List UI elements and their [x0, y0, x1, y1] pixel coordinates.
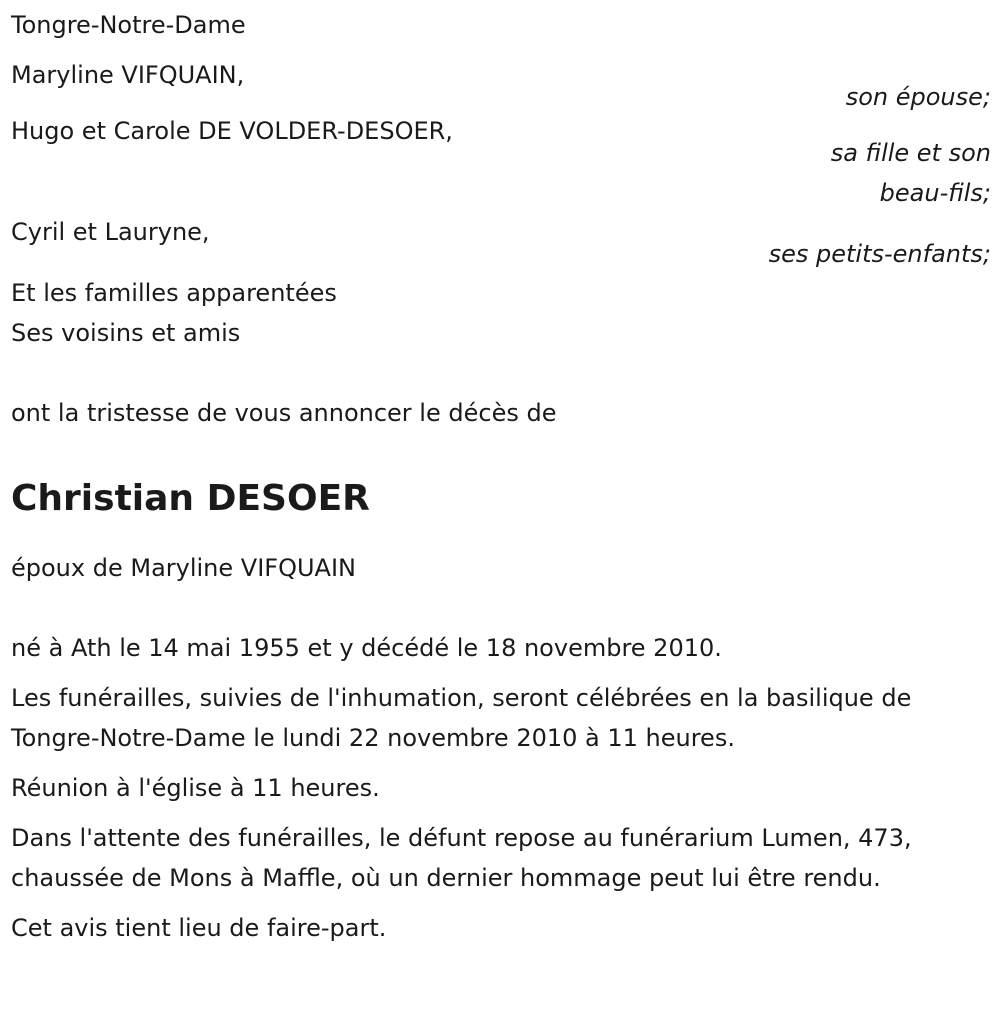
family-member-relation: ses petits-enfants;	[768, 240, 991, 268]
location: Tongre-Notre-Dame	[11, 11, 246, 39]
viewing-details: Dans l'attente des funérailles, le défunt repose au funérarium Lumen, 473, chaussée de Mons à Maffle, où un dernier hommage peut lui être rendu.	[11, 824, 912, 892]
family-member-name: Hugo et Carole DE VOLDER-DESOER,	[11, 117, 453, 145]
family-member-relation: son épouse;	[845, 83, 991, 111]
family-member-relation: beau-fils;	[879, 179, 991, 207]
family-member-name: Cyril et Lauryne,	[11, 218, 210, 246]
announcement: ont la tristesse de vous annoncer le décès de	[11, 399, 557, 427]
family-member-relation: sa fille et son	[830, 139, 991, 167]
gathering: Réunion à l'église à 11 heures.	[11, 774, 380, 802]
spouse-line: époux de Maryline VIFQUAIN	[11, 554, 356, 582]
funeral-details: Les funérailles, suivies de l'inhumation, seront célébrées en la basilique de Tongre-Notre-Dame le lundi 22 novembre 2010 à 11 heures.	[11, 684, 912, 752]
death-notice	[11, 5, 991, 948]
birth-death: né à Ath le 14 mai 1955 et y décédé le 18 novembre 2010.	[11, 634, 722, 662]
closing: Cet avis tient lieu de faire-part.	[11, 914, 387, 942]
deceased-name: Christian DESOER	[11, 478, 370, 519]
family-member-name: Maryline VIFQUAIN,	[11, 61, 245, 89]
neighbors: Ses voisins et amis	[11, 319, 241, 347]
extended-family: Et les familles apparentées	[11, 279, 337, 307]
